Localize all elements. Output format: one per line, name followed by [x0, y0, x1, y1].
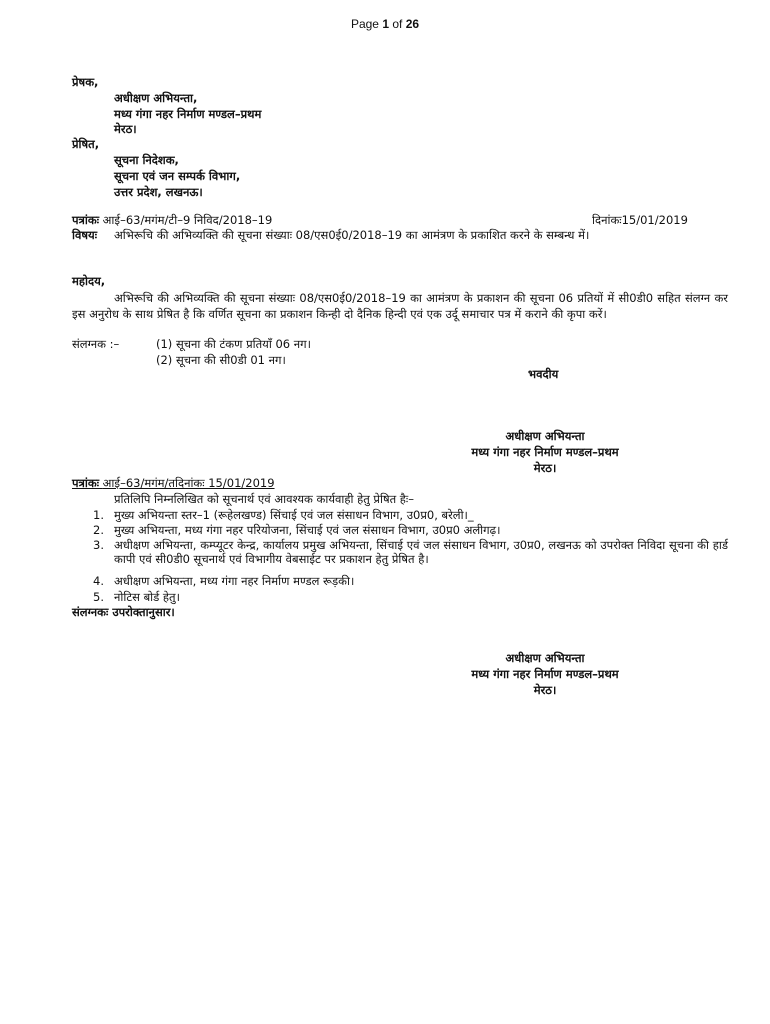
reference-date-value: 15/01/2019: [621, 213, 688, 227]
subject-text: अभिरूचि की अभिव्यक्ति की सूचना संख्याः 08/एस0ई0/2018–19 का आमंत्रण के प्रकाशित करने के सम्बन्ध में।: [114, 228, 590, 242]
sender-line2: मध्य गंगा नहर निर्माण मण्डल–प्रथम: [114, 107, 262, 121]
copy-reference-text: आई–63/मगंम/तदिनांकः 15/01/2019: [102, 476, 275, 490]
reference-date-label: दिनांकः: [592, 213, 622, 227]
page-current: 1: [382, 17, 389, 31]
copy-item-num-3: 3.: [93, 538, 104, 552]
signature1-line3: मेरठ।: [533, 461, 557, 475]
sender-line1: अधीक्षण अभियन्ता,: [114, 91, 198, 105]
recipient-label: प्रेषित,: [72, 137, 100, 151]
salutation: महोदय,: [72, 274, 106, 288]
copy-enclosure: संलग्नकः उपरोक्तानुसार।: [72, 605, 175, 619]
page-total: 26: [405, 17, 420, 31]
reference-label: पत्रांकः: [72, 213, 100, 227]
copy-reference: [72, 476, 275, 490]
signature2-line2: मध्य गंगा नहर निर्माण मण्डल–प्रथम: [471, 667, 619, 681]
copy-item-num-4: 4.: [93, 574, 104, 588]
recipient-line2: सूचना एवं जन सम्पर्क विभाग,: [114, 169, 241, 183]
copy-reference-label: पत्रांकः: [72, 476, 100, 490]
copy-item-text-3: अधीक्षण अभियन्ता, कम्प्यूटर केन्द्र, कार्यालय प्रमुख अभियन्ता, सिंचाई एवं जल संसाधन विभाग, उ0प्र0, लखनऊ को उपरोक्त निविदा सूचना की हार्ड कापी एवं सी0डी0 सूचनार्थ एवं विभागीय वेबसाईट पर प्रकाशन हेतु प्रेषित है।: [114, 538, 728, 566]
subject-label: विषयः: [72, 228, 98, 242]
closing: भवदीय: [528, 367, 559, 381]
recipient-line1: सूचना निदेशक,: [114, 153, 179, 167]
reference-line: [72, 213, 272, 227]
signature2-line3: मेरठ।: [533, 683, 557, 697]
enclosure-item-2: (2) सूचना की सी0डी 01 नग।: [156, 353, 286, 367]
copy-item-text-1: मुख्य अभियन्ता स्तर–1 (रूहेलखण्ड) सिंचाई एवं जल संसाधन विभाग, उ0प्र0, बरेली।_: [114, 508, 474, 522]
enclosure-item-1: (1) सूचना की टंकण प्रतियाँ 06 नग।: [156, 337, 311, 351]
copy-intro: प्रतिलिपि निम्नलिखित को सूचनार्थ एवं आवश्यक कार्यवाही हेतु प्रेषित हैः–: [114, 492, 414, 506]
reference-number: आई–63/मगंम/टी–9 निविद/2018–19: [102, 213, 273, 227]
page-of: of: [389, 17, 406, 31]
copy-item-text-5: नोटिस बोर्ड हेतु।: [114, 590, 180, 604]
recipient-line3: उत्तर प्रदेश, लखनऊ।: [114, 185, 203, 199]
signature1-line2: मध्य गंगा नहर निर्माण मण्डल–प्रथम: [471, 445, 619, 459]
enclosure-label: संलग्नक :–: [72, 337, 120, 351]
copy-item-text-2: मुख्य अभियन्ता, मध्य गंगा नहर परियोजना, सिंचाई एवं जल संसाधन विभाग, उ0प्र0 अलीगढ़।: [114, 523, 501, 537]
page-prefix: Page: [350, 17, 383, 31]
signature1-line1: अधीक्षण अभियन्ता: [505, 429, 585, 443]
page-number-header: [0, 17, 770, 31]
sender-label: प्रेषक,: [72, 75, 99, 89]
body-paragraph: अभिरूचि की अभिव्यक्ति की सूचना संख्याः 08/एस0ई0/2018–19 का आमंत्रण के प्रकाशन की सूचना 06 प्रतियों में सी0डी0 सहित संलग्न कर इस अनुरोध के साथ प्रेषित है कि वर्णित सूचना का प्रकाशन किन्ही दो दैनिक हिन्दी एवं एक उर्दू समाचार पत्र में कराने की कृपा करें।: [72, 291, 728, 321]
copy-item-text-4: अधीक्षण अभियन्ता, मध्य गंगा नहर निर्माण मण्डल रूड़की।: [114, 574, 355, 588]
signature2-line1: अधीक्षण अभियन्ता: [505, 651, 585, 665]
copy-item-num-5: 5.: [93, 590, 104, 604]
copy-item-num-2: 2.: [93, 523, 104, 537]
reference-date: [592, 213, 688, 227]
sender-line3: मेरठ।: [114, 122, 137, 136]
copy-item-num-1: 1.: [93, 508, 104, 522]
